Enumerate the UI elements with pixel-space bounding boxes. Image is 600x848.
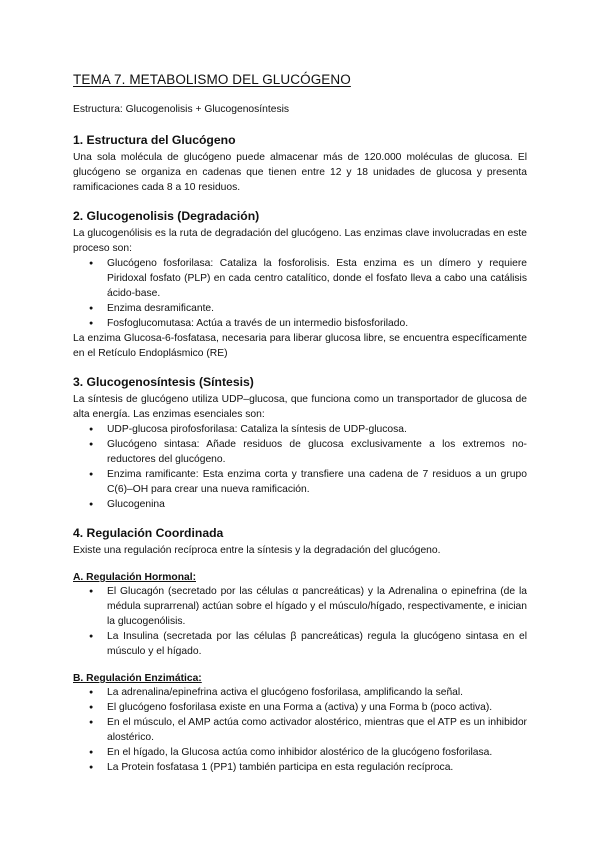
document-title: TEMA 7. METABOLISMO DEL GLUCÓGENO	[73, 72, 351, 87]
section-heading: 3. Glucogenosíntesis (Síntesis)	[73, 375, 254, 389]
list-item: ● En el músculo, el AMP actúa como activador alostérico, mientras que el ATP es un inhibidor alostérico.	[107, 715, 527, 745]
section-heading: 2. Glucogenolisis (Degradación)	[73, 209, 260, 223]
list-item: ● La adrenalina/epinefrina activa el glucógeno fosforilasa, amplificando la señal.	[107, 685, 527, 700]
list-item: ● Enzima ramificante: Esta enzima corta y transfiere una cadena de 7 residuos a un grupo C(6)–OH para crear una nueva ramificación.	[107, 467, 527, 497]
list-item: ● Glucógeno fosforilasa: Cataliza la fosforolisis. Esta enzima es un dímero y requiere Piridoxal fosfato (PLP) en cada centro catalítico, donde el fosfato lleva a cabo una catálisis ácido-base.	[107, 256, 527, 301]
bullet-list	[73, 256, 527, 331]
list-item: ● La Protein fosfatasa 1 (PP1) también participa en esta regulación recíproca.	[107, 760, 527, 775]
subsection-heading: B. Regulación Enzimática:	[73, 673, 202, 684]
bullet-list	[73, 584, 527, 659]
section-paragraph: Existe una regulación recíproca entre la síntesis y la degradación del glucógeno.	[73, 545, 441, 556]
list-item: ● Glucógeno sintasa: Añade residuos de glucosa exclusivamente a los extremos no-reductores del glucógeno.	[107, 437, 527, 467]
section-paragraph: La síntesis de glucógeno utiliza UDP–glucosa, que funciona como un transportador de glucosa de alta energía. Las enzimas esenciales son:	[73, 394, 527, 420]
list-item: ● En el hígado, la Glucosa actúa como inhibidor alostérico de la glucógeno fosforilasa.	[107, 745, 527, 760]
list-item: ● UDP-glucosa pirofosforilasa: Cataliza la síntesis de UDP-glucosa.	[107, 422, 527, 437]
section-paragraph: La glucogenólisis es la ruta de degradación del glucógeno. Las enzimas clave involucradas en este proceso son:	[73, 228, 527, 254]
subsection-heading: A. Regulación Hormonal:	[73, 572, 196, 583]
section-heading: 4. Regulación Coordinada	[73, 526, 224, 540]
list-item: ● El glucógeno fosforilasa existe en una Forma a (activa) y una Forma b (poco activa).	[107, 700, 527, 715]
list-item: ● Fosfoglucomutasa: Actúa a través de un intermedio bisfosforilado.	[107, 316, 527, 331]
list-item: ● Enzima desramificante.	[107, 301, 527, 316]
section-heading: 1. Estructura del Glucógeno	[73, 133, 236, 147]
list-item: ● La Insulina (secretada por las células β pancreáticas) regula la glucógeno sintasa en el músculo y el hígado.	[107, 629, 527, 659]
bullet-list	[73, 422, 527, 512]
list-item: ● El Glucagón (secretado por las células α pancreáticas) y la Adrenalina o epinefrina (de la médula suprarrenal) actúan sobre el hígado y el músculo/hígado, respectivamente, e inician la glucogenólisis.	[107, 584, 527, 629]
section-paragraph: Una sola molécula de glucógeno puede almacenar más de 120.000 moléculas de glucosa. El glucógeno se organiza en cadenas que tienen entre 12 y 18 unidades de glucosa y presenta ramificaciones cada 8 a 10 residuos.	[73, 152, 527, 193]
bullet-list	[73, 685, 527, 775]
section-paragraph: La enzima Glucosa-6-fosfatasa, necesaria para liberar glucosa libre, se encuentra específicamente en el Retículo Endoplásmico (RE)	[73, 333, 527, 359]
list-item: ● Glucogenina	[107, 497, 527, 512]
document-subtitle: Estructura: Glucogenolisis + Glucogenosíntesis	[73, 104, 290, 115]
